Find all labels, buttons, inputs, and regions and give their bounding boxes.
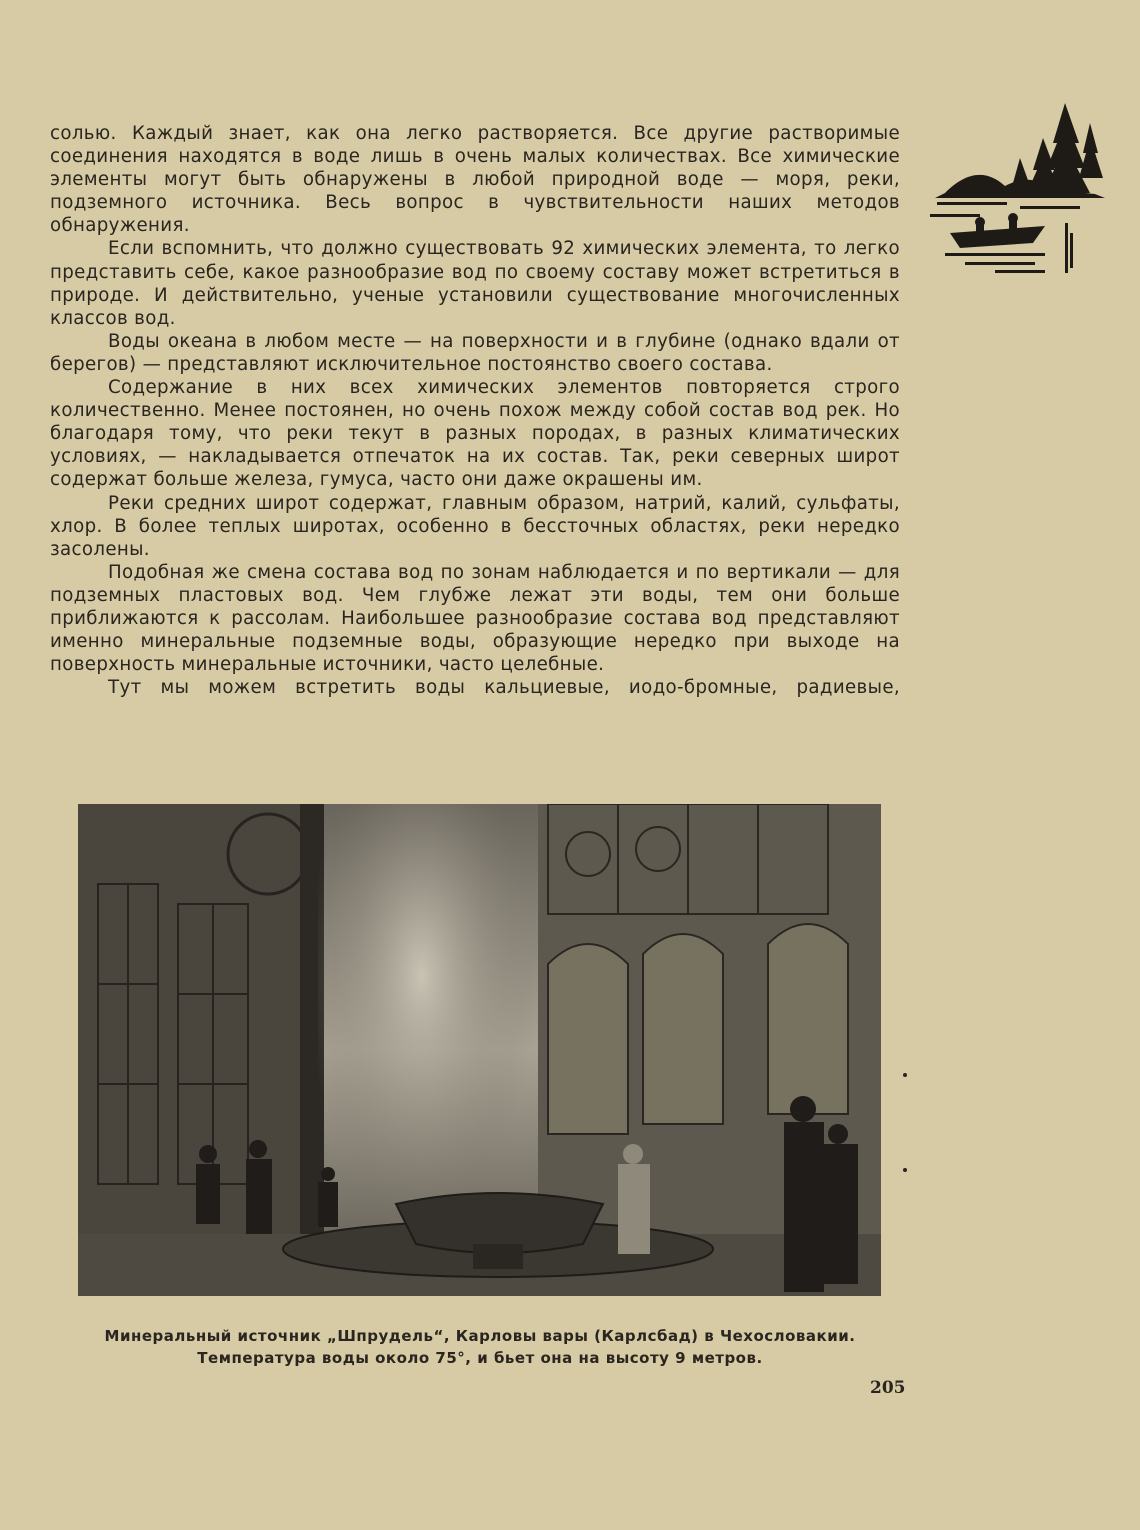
margin-dot (903, 1168, 907, 1172)
paragraph-3: Воды океана в любом месте — на поверхности и в глубине (однако вдали от берегов) — представляют исключительное постоянство своего состава. (50, 330, 900, 375)
caption-line-2: Температура воды около 75°, и бьет она на высоту 9 метров. (197, 1349, 763, 1367)
photo-caption (40, 1325, 920, 1369)
page-number: 205 (870, 1378, 906, 1398)
paragraph-6: Подобная же смена состава вод по зонам наблюдается и по вертикали — для подземных пластовых вод. Чем глубже лежат эти воды, тем они больше приближаются к рассолам. Наибольшее разнообразие состава вод представляют именно минеральные подземные воды, образующие нередко при выходе на поверхность минеральные источники, часто целебные. (50, 561, 900, 676)
paragraph-1: солью. Каждый знает, как она легко растворяется. Все другие растворимые соединения находятся в воде лишь в очень малых количествах. Все химические элементы могут быть обнаружены в любой природной воде — моря, реки, подземного источника. Весь вопрос в чувствительности наших методов обнаружения. (50, 123, 900, 237)
caption-line-1: Минеральный источник „Шпрудель“, Карловы вары (Карлсбад) в Чехословакии. (104, 1327, 856, 1345)
paragraph-2: Если вспомнить, что должно существовать 92 химических элемента, то легко представить себе, какое разнообразие вод по своему составу может встретиться в природе. И действительно, ученые установили существование многочисленных классов вод. (50, 238, 900, 329)
paragraph-7: Тут мы можем встретить воды кальциевые, иодо-бромные, радиевые, (108, 677, 900, 699)
sprudel-hall-photo (78, 804, 881, 1296)
margin-dot (903, 1073, 907, 1077)
paragraph-4: Содержание в них всех химических элементов повторяется строго количественно. Менее постоянен, но очень похож между собой состав вод рек. Но благодаря тому, что реки текут в разных породах, в разных климатических условиях, — накладывается отпечаток на их состав. Так, реки северных широт содержат больше железа, гумуса, часто они даже окрашены им. (50, 377, 900, 491)
paragraph-5: Реки средних широт содержат, главным образом, натрий, калий, сульфаты, хлор. В более теплых широтах, особенно в бессточных областях, реки нередко засолены. (50, 492, 900, 560)
body-text (50, 122, 900, 699)
lake-landscape-vignette (925, 98, 1115, 283)
